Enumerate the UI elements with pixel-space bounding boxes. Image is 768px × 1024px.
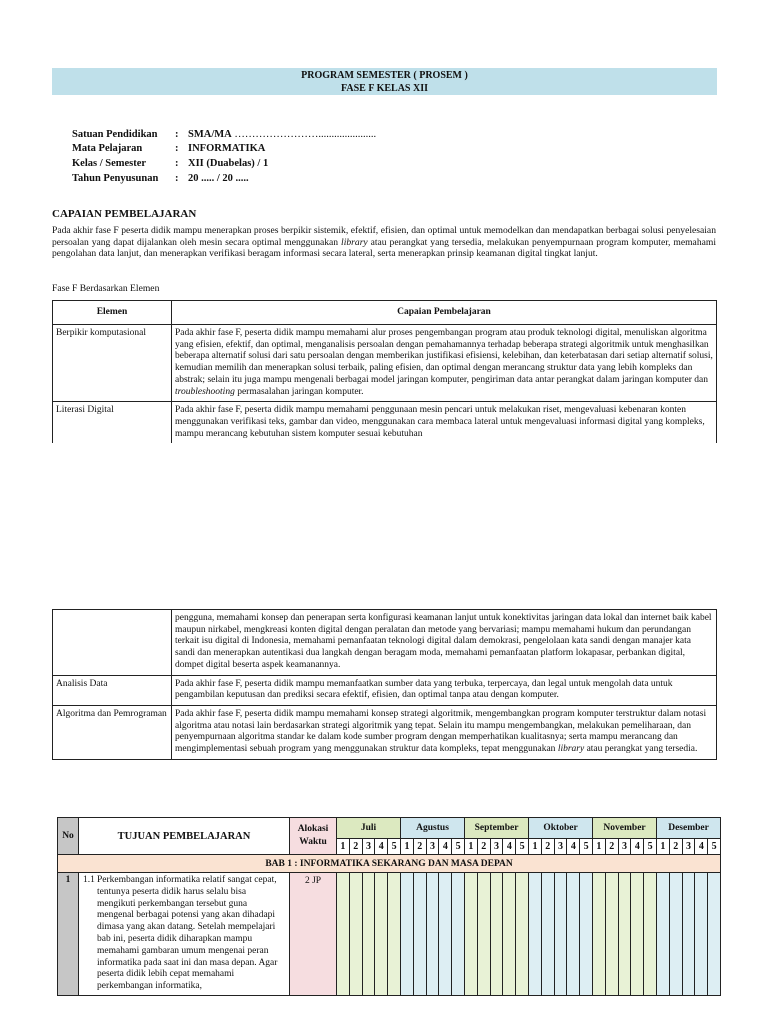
capaian-cell [172, 705, 717, 759]
elemen-table [52, 300, 717, 443]
week-number: 5 [708, 838, 721, 854]
week-number: 4 [439, 838, 452, 854]
week-cell [682, 873, 695, 996]
week-number: 1 [337, 838, 350, 854]
month-header: Juli [337, 818, 401, 839]
week-cell [477, 873, 490, 996]
week-number: 5 [580, 838, 593, 854]
week-cell [580, 873, 593, 996]
info-colon: : [175, 158, 179, 169]
cell-text: Pada akhir fase F, peserta didik mampu memahami konsep strategi algoritmik, mengembangkan program komputer terstruktur dalam notasi algoritma atau notasi lain berdasarkan strategi algoritmik yang tepat. Selain itu mampu mengembangkan, melakukan pemeliharaan, dan penyempurnaan algoritma standar ke dalam kode sumber program dengan memperhatikan kualitasnya; serta mampu merancang dan mengimplementasi sebuah program yang menggunakan struktur data kompleks, tepat menggunakan [175, 708, 707, 755]
week-number: 5 [644, 838, 657, 854]
schedule-table [57, 817, 721, 996]
week-cell [413, 873, 426, 996]
title-banner [52, 68, 717, 95]
info-row-tahun [72, 172, 249, 186]
week-number: 2 [669, 838, 682, 854]
table-header-row [53, 301, 717, 325]
week-cell [567, 873, 580, 996]
info-label: Tahun Penyusunan [72, 173, 159, 184]
week-cell [657, 873, 670, 996]
week-number: 1 [465, 838, 478, 854]
tujuan-cell [79, 873, 290, 996]
week-cell [349, 873, 362, 996]
week-number: 4 [503, 838, 516, 854]
month-header: Agustus [401, 818, 465, 839]
week-number: 2 [477, 838, 490, 854]
capaian-paragraph [52, 225, 716, 260]
week-cell [593, 873, 606, 996]
elemen-name: Literasi Digital [53, 402, 172, 444]
document-subtitle: FASE F KELAS XII [341, 83, 428, 94]
week-number: 4 [631, 838, 644, 854]
sub-number: 1.1 [83, 875, 95, 885]
week-cell [337, 873, 350, 996]
week-cell [375, 873, 388, 996]
table-caption: Fase F Berdasarkan Elemen [52, 283, 160, 294]
week-cell [362, 873, 375, 996]
info-colon: : [175, 143, 179, 154]
capaian-cell: Pada akhir fase F, peserta didik mampu memahami penggunaan mesin pencari untuk melakukan riset, mengevaluasi kebenaran konten menggunakan verifikasi teks, gambar dan video, menggunakan cara membaca lateral untuk mengevaluasi informasi digital yang kompleks, mampu merancang kebutuhan sistem komputer sesuai kebutuhan [172, 402, 717, 444]
week-cell [516, 873, 529, 996]
column-header-capaian: Capaian Pembelajaran [172, 301, 717, 325]
month-header: Oktober [529, 818, 593, 839]
week-cell [439, 873, 452, 996]
elemen-name [53, 610, 172, 676]
section-heading: CAPAIAN PEMBELAJARAN [52, 208, 197, 220]
week-number: 1 [529, 838, 542, 854]
week-number: 2 [541, 838, 554, 854]
month-header: September [465, 818, 529, 839]
cell-text: Pada akhir fase F, peserta didik mampu memahami alur proses pengembangan program atau produk teknologi digital, menuliskan algoritma yang efisien, efektif, dan optimal, menganalisis persoalan dengan pemahamannya terhadap beberapa strategi algoritmik untuk menghasilkan beberapa alternatif solusi dari satu persoalan dengan memberikan justifikasi efisiensi, kelebihan, dan keterbatasan dari setiap alternatif solusi, kemudian memilih dan menerapkan solusi terbaik, paling efisien, dan optimal dengan merancang struktur data yang lebih kompleks dan abstrak; selain itu juga mampu mengenali berbagai model jaringan komputer, pengiriman data antar perangkat dalam jaringan komputer dan [175, 328, 713, 385]
week-number: 4 [375, 838, 388, 854]
info-label: Mata Pelajaran [72, 143, 143, 154]
table-row [53, 705, 717, 759]
schedule-header-row [58, 818, 721, 839]
info-value: SMA/MA [188, 129, 232, 140]
info-label: Satuan Pendidikan [72, 129, 158, 140]
capaian-cell [172, 325, 717, 402]
table-row [53, 675, 717, 705]
week-number: 2 [605, 838, 618, 854]
week-number: 3 [426, 838, 439, 854]
elemen-name: Analisis Data [53, 675, 172, 705]
table-row [58, 873, 721, 996]
week-number: 3 [490, 838, 503, 854]
week-cell [605, 873, 618, 996]
column-header-tujuan: TUJUAN PEMBELAJARAN [79, 818, 290, 855]
info-row-kelas [72, 157, 268, 171]
week-cell [541, 873, 554, 996]
week-number: 1 [593, 838, 606, 854]
tujuan-text: Perkembangan informatika relatif sangat cepat, tentunya peserta didik harus selalu bisa mengikuti perkembangan tersebut guna mengenal berbagai potensi yang akan dihadapi dimasa yang akan datang. Setelah mempelajari bab ini, peserta didik diharapkan mampu memahami gambaran umum mengenai peran informatika pada saat ini dan masa depan. Agar peserta didik lebih cepat memahami perkembangan informatika, [97, 875, 278, 992]
week-number: 4 [567, 838, 580, 854]
info-dots: ……………………...................... [231, 129, 377, 140]
column-header-no: No [58, 818, 79, 855]
week-cell [695, 873, 708, 996]
week-number: 3 [554, 838, 567, 854]
info-row-mapel [72, 142, 265, 156]
bab-row [58, 855, 721, 873]
cell-text: atau perangkat yang tersedia. [584, 744, 698, 755]
week-number: 1 [657, 838, 670, 854]
elemen-table-continued [52, 609, 717, 760]
paragraph-text: atau perangkat yang tersedia, melakukan penyempurnaan program komputer, memahami pengolahan data lanjut, dan menerapkan verifikasi beragam informasi secara lateral, serta menerapkan prinsip keamanan digital tingkat lanjut. [52, 236, 716, 260]
info-colon: : [175, 129, 179, 140]
paragraph-italic: library [341, 236, 368, 248]
week-number: 2 [413, 838, 426, 854]
week-number: 5 [388, 838, 401, 854]
week-number: 4 [695, 838, 708, 854]
info-label: Kelas / Semester [72, 158, 147, 169]
week-number: 5 [516, 838, 529, 854]
column-header-alokasi: Alokasi Waktu [290, 818, 337, 855]
elemen-name: Algoritma dan Pemrograman [53, 705, 172, 759]
week-cell [452, 873, 465, 996]
capaian-cell: Pada akhir fase F, peserta didik mampu memanfaatkan sumber data yang terbuka, terpercaya, dan legal untuk mengolah data untuk pengambilan keputusan dan prediksi secara efektif, efisien, dan optimal tanpa atau dengan komputer. [172, 675, 717, 705]
capaian-cell: pengguna, memahami konsep dan penerapan serta konfigurasi keamanan lanjut untuk konektivitas jaringan data lokal dan internet baik kabel maupun nirkabel, mengkreasi konten digital dengan peralatan dan metode yang bervariasi; mampu memahami hukum dan perundangan terkait isu digital di Indonesia, memahami pemanfaatan teknologi digital dalam demokrasi, pengelolaan kata sandi dengan manajer kata sandi dan menerapkan autentikasi dua langkah dengan beragam moda, memahami pemanfaatan platform lokapasar, perbankan digital, dompet digital beserta aspek keamanannya. [172, 610, 717, 676]
week-number: 1 [401, 838, 414, 854]
table-row [53, 402, 717, 444]
week-cell [644, 873, 657, 996]
week-cell [529, 873, 542, 996]
info-row-satuan [72, 128, 376, 142]
week-number: 3 [618, 838, 631, 854]
info-value: XII (Duabelas) / 1 [188, 158, 269, 169]
info-value: 20 ..... / 20 ..... [188, 173, 249, 184]
week-number: 5 [452, 838, 465, 854]
week-cell [465, 873, 478, 996]
column-header-elemen: Elemen [53, 301, 172, 325]
info-value: INFORMATIKA [188, 143, 266, 154]
week-cell [426, 873, 439, 996]
document-title: PROGRAM SEMESTER ( PROSEM ) [301, 70, 468, 81]
week-number: 2 [349, 838, 362, 854]
week-number: 3 [362, 838, 375, 854]
week-cell [503, 873, 516, 996]
info-colon: : [175, 173, 179, 184]
month-header: Desember [657, 818, 721, 839]
paragraph-text: Pada akhir fase F peserta didik mampu menerapkan proses berpikir sistemik, efektif, efisien, dan optimal untuk memodelkan dan mendapatkan berbagai solusi penyelesaian persoalan yang dapat dijalankan oleh mesin secara optimal menggunakan [52, 225, 716, 248]
week-number: 3 [682, 838, 695, 854]
table-row [53, 325, 717, 402]
week-cell [618, 873, 631, 996]
cell-italic: troubleshooting [175, 386, 235, 397]
cell-text: permasalahan jaringan komputer. [234, 386, 364, 397]
week-cell [669, 873, 682, 996]
alokasi-cell: 2 JP [290, 873, 337, 996]
week-cell [401, 873, 414, 996]
week-cell [708, 873, 721, 996]
bab-title: BAB 1 : INFORMATIKA SEKARANG DAN MASA DEPAN [58, 855, 721, 873]
week-cell [554, 873, 567, 996]
week-cell [631, 873, 644, 996]
week-cell [490, 873, 503, 996]
table-row [53, 610, 717, 676]
week-cell [388, 873, 401, 996]
elemen-name: Berpikir komputasional [53, 325, 172, 402]
month-header: November [593, 818, 657, 839]
row-number: 1 [58, 873, 79, 996]
cell-italic: library [557, 744, 585, 755]
